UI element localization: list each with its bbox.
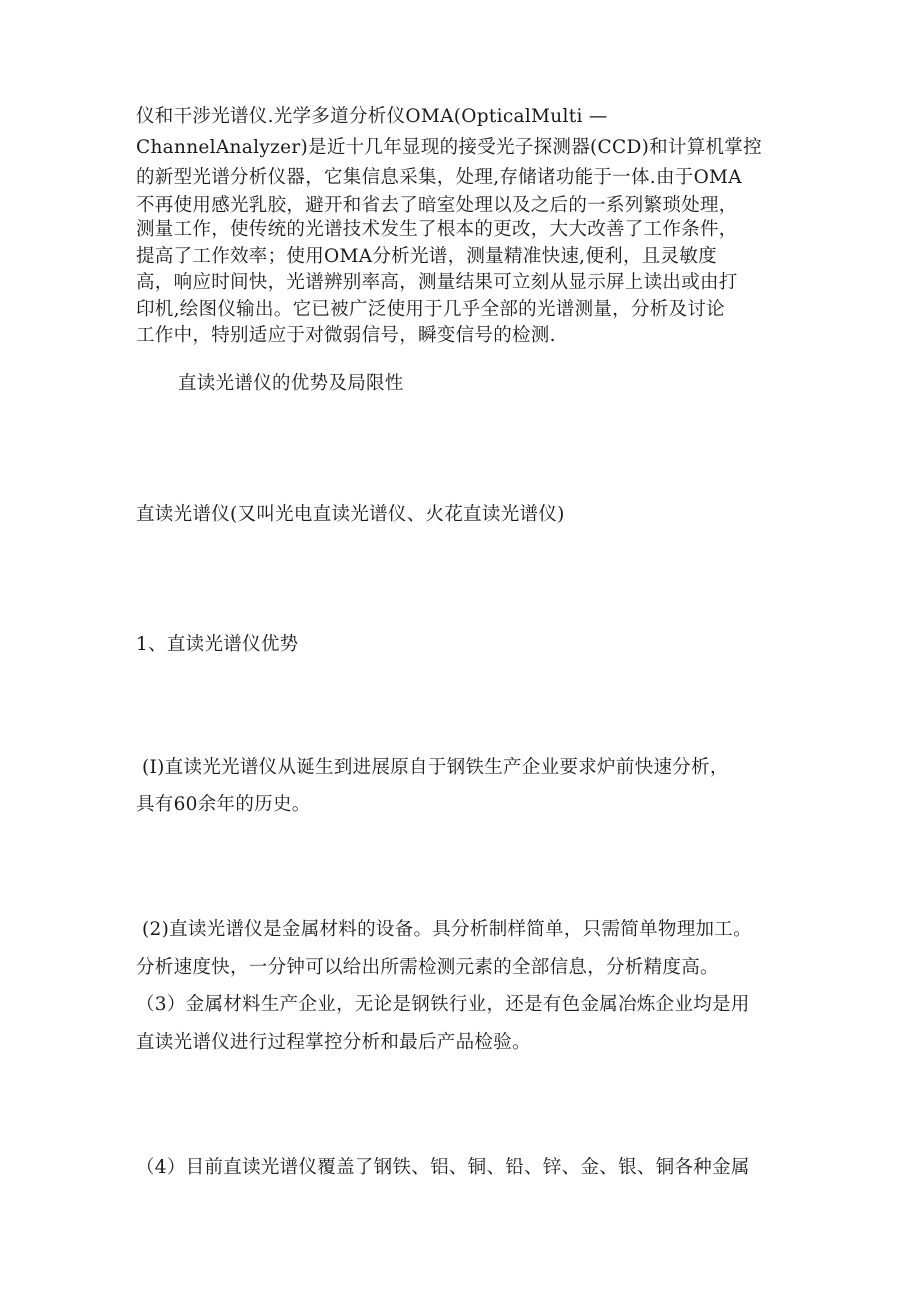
intro-line-2: ChannelAnalyzer)是近十几年显现的接受光子探测器(CCD)和计算机掌控 bbox=[136, 137, 762, 158]
item2-line-1: (2)直读光谱仪是金属材料的设备。具分析制样简单，只需简单物理加工。 bbox=[142, 919, 752, 940]
section-heading: 直读光谱仪的优势及局限性 bbox=[178, 373, 404, 394]
item1-line-1: (I)直读光光谱仪从诞生到进展原自于钢铁生产企业要求炉前快速分析， bbox=[142, 757, 729, 778]
intro-line-6: 提高了工作效率；使用OMA分析光谱，测量精准快速,便利，且灵敏度 bbox=[136, 246, 717, 267]
intro-line-5: 测量工作，使传统的光谱技术发生了根本的更改，大大改善了工作条件， bbox=[136, 219, 738, 240]
subtitle: 直读光谱仪(又叫光电直读光谱仪、火花直读光谱仪) bbox=[136, 504, 565, 525]
intro-line-9: 工作中，特别适应于对微弱信号，瞬变信号的检测. bbox=[136, 325, 556, 346]
intro-line-7: 高，响应时间快，光谱辨别率高，测量结果可立刻从显示屏上读出或由打 bbox=[136, 272, 738, 293]
list-heading: 1、直读光谱仪优势 bbox=[136, 634, 299, 655]
intro-line-8: 印机,绘图仪输出。它已被广泛使用于几乎全部的光谱测量，分析及讨论 bbox=[136, 299, 725, 320]
item2-line-2: 分析速度快，一分钟可以给出所需检测元素的全部信息，分析精度高。 bbox=[136, 957, 719, 978]
item3-line-2: 直读光谱仪进行过程掌控分析和最后产品检验。 bbox=[136, 1032, 531, 1053]
item1-line-2: 具有60余年的历史。 bbox=[136, 794, 311, 815]
intro-line-1: 仪和干涉光谱仪.光学多道分析仪OMA(OpticalMulti — bbox=[136, 106, 608, 127]
intro-line-3: 的新型光谱分析仪器，它集信息采集，处理,存储诸功能于一体.由于OMA bbox=[136, 167, 742, 188]
item4-line-1: （4）目前直读光谱仪覆盖了钢铁、铝、铜、铅、锌、金、银、铜各种金属 bbox=[136, 1157, 750, 1178]
intro-line-4: 不再使用感光乳胶，避开和省去了暗室处理以及之后的一系列繁琐处理， bbox=[136, 195, 738, 216]
item3-line-1: （3）金属材料生产企业，无论是钢铁行业，还是有色金属冶炼企业均是用 bbox=[136, 994, 750, 1015]
